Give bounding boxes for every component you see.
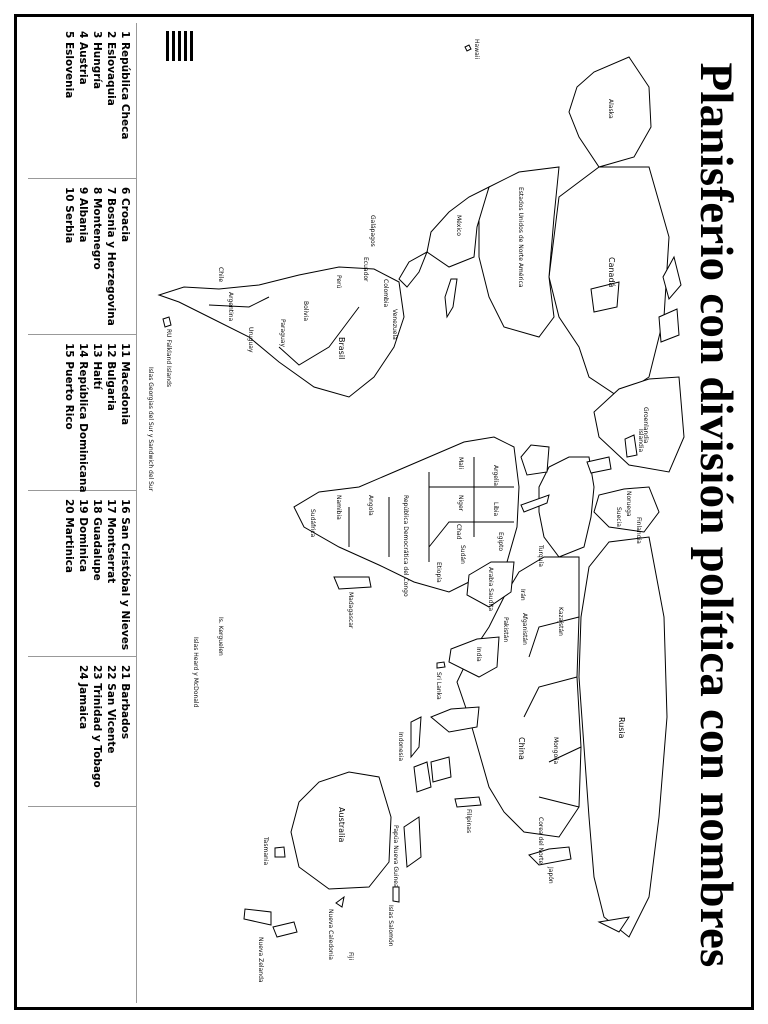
label-rusia: Rusia <box>617 717 626 739</box>
label-alaska: Alaska <box>607 99 614 119</box>
label-egipto: Egipto <box>497 532 504 552</box>
label-libia: Libia <box>492 502 499 517</box>
legend-item: 7 Bosnia y Herzegovina <box>105 187 117 326</box>
legend-item: 13 Haití <box>91 343 103 390</box>
label-kazajstan: Kazajstán <box>557 607 564 636</box>
label-ecuador: Ecuador <box>362 257 369 282</box>
label-falkland: RU Falkland Islands <box>165 329 172 388</box>
label-finlandia: Finlandia <box>635 517 642 544</box>
label-angola: Angola <box>367 495 374 516</box>
legend-item: 15 Puerto Rico <box>63 343 75 430</box>
borneo-shape <box>431 757 451 782</box>
label-suecia: Suecia <box>615 507 622 527</box>
label-uruguay: Uruguay <box>247 327 254 353</box>
label-sudan: Sudán <box>459 545 466 564</box>
label-papua: Papúa Nueva Guinea <box>392 825 399 888</box>
legend-item: 20 Martinica <box>63 499 75 573</box>
label-bolivia: Bolivia <box>302 301 309 322</box>
label-madagascar: Madagascar <box>347 592 354 629</box>
legend-column-2 <box>28 179 136 335</box>
philippines-shape <box>455 797 481 807</box>
label-chad: Chad <box>455 524 462 540</box>
falkland-shape <box>163 317 171 327</box>
label-georgias: Islas Georgias del Sur y Sandwich del Sur <box>147 367 154 492</box>
label-argentina: Argentina <box>227 292 234 322</box>
label-argelia: Argelia <box>492 465 499 486</box>
label-nuevacaledonia: Nueva Caledonia <box>327 909 334 960</box>
label-etiopia: Etiopía <box>435 562 442 583</box>
label-afganistan: Afganistán <box>521 613 528 645</box>
legend-item: 8 Montenegro <box>91 187 103 270</box>
label-congo: República Democrática del Congo <box>402 495 409 597</box>
legend-item: 18 Guadalupe <box>91 499 103 581</box>
label-mongolia: Mongolia <box>552 737 559 765</box>
srilanka-shape <box>437 662 445 668</box>
label-hawaii: Hawaii <box>473 39 480 60</box>
nz-north-shape <box>273 922 297 937</box>
label-filipinas: Filipinas <box>465 809 472 834</box>
label-niger: Niger <box>457 495 464 512</box>
legend-item: 24 Jamaica <box>77 665 89 730</box>
iberia-shape <box>521 445 549 475</box>
label-peru: Perú <box>335 275 342 289</box>
japan-shape <box>529 847 571 865</box>
label-canada: Canadá <box>607 257 616 288</box>
page-frame <box>14 14 754 1010</box>
legend-item: 19 Dominica <box>77 499 89 573</box>
label-arabia: Arabia Saudita <box>487 567 494 612</box>
label-fiji: Fiji <box>347 952 354 961</box>
label-japon: Japón <box>547 867 554 884</box>
label-brasil: Brasil <box>337 337 346 360</box>
label-usa: Estados Unidos de Norte América <box>517 187 524 288</box>
legend-table <box>28 23 137 1003</box>
legend-column-3 <box>28 335 136 491</box>
legend-item: 17 Montserrat <box>105 499 117 584</box>
legend-column-1 <box>28 23 136 179</box>
label-colombia: Colombia <box>382 279 389 308</box>
landscape-sheet <box>17 17 749 1013</box>
legend-item: 12 Bulgaria <box>105 343 117 411</box>
label-chile: Chile <box>217 267 224 283</box>
papua-shape <box>404 817 421 867</box>
label-corea: Corea del Norte <box>537 817 544 865</box>
legend-item: 3 Hungría <box>91 31 103 90</box>
label-salomon: Islas Salomón <box>387 905 394 947</box>
solomon-shape <box>393 887 399 902</box>
indochina-shape <box>431 707 479 732</box>
legend-column-6 <box>28 807 136 1003</box>
legend-item: 6 Croacia <box>119 187 131 243</box>
legend-item: 5 Eslovenia <box>63 31 75 99</box>
legend-item: 9 Albania <box>77 187 89 243</box>
legend-item: 1 República Checa <box>119 31 131 140</box>
label-srilanka: Sri Lanka <box>435 672 442 700</box>
label-nz: Nueva Zelanda <box>257 937 264 983</box>
legend-column-4 <box>28 491 136 657</box>
page-title: Planisferio con división política con nombres <box>690 62 742 968</box>
legend-item: 23 Trinidad y Tobago <box>91 665 103 788</box>
madagascar-shape <box>334 577 371 589</box>
logo-stripes-icon <box>163 29 197 63</box>
legend-item: 11 Macedonia <box>119 343 131 426</box>
central-america-shape <box>399 252 427 287</box>
label-paraguay: Paraguay <box>279 319 286 348</box>
indonesia-shape-1 <box>411 717 421 757</box>
label-australia: Australia <box>337 807 346 843</box>
legend-item: 14 República Dominicana <box>77 343 89 493</box>
label-greenland: Groenlandia <box>642 407 649 444</box>
label-indonesia: Indonesia <box>397 732 404 762</box>
continent-oceania <box>244 717 481 937</box>
label-tasmania: Tasmania <box>262 837 269 866</box>
label-venezuela: Venezuela <box>391 309 398 340</box>
label-noruega: Noruega <box>625 491 632 517</box>
label-mexico: México <box>455 215 462 236</box>
hawaii-shape <box>465 45 471 51</box>
legend-column-5 <box>28 657 136 807</box>
legend-item: 2 Eslovaquia <box>105 31 117 106</box>
label-sudafrica: Sudáfrica <box>309 509 316 538</box>
label-galapagos: Galápagos <box>369 215 376 247</box>
label-heard: Islas Heard y McDonald <box>192 637 199 708</box>
legend-item: 4 Austria <box>77 31 89 85</box>
world-map <box>139 17 689 1013</box>
label-china: China <box>517 737 526 760</box>
legend-item: 22 San Vicente <box>105 665 117 754</box>
label-mali: Mali <box>457 457 464 470</box>
label-pakistan: Pakistán <box>502 617 509 643</box>
uk-shape <box>587 457 611 473</box>
label-islandia: Islandia <box>637 429 644 453</box>
label-turquia: Turquía <box>537 545 544 567</box>
nz-south-shape <box>244 909 271 925</box>
legend-item: 21 Barbados <box>119 665 131 740</box>
label-india: India <box>475 647 482 662</box>
tasmania-shape <box>275 847 285 857</box>
legend-item: 16 San Cristóbal y Nieves <box>119 499 131 651</box>
legend-item: 10 Serbia <box>63 187 75 244</box>
indonesia-shape-2 <box>414 762 431 792</box>
label-namibia: Namibia <box>335 495 342 520</box>
label-iran: Irán <box>519 589 526 601</box>
label-kerguelen: Is. Kerguelen <box>217 617 224 656</box>
new-caledonia-shape <box>336 897 344 907</box>
cuba-shape <box>445 279 457 317</box>
